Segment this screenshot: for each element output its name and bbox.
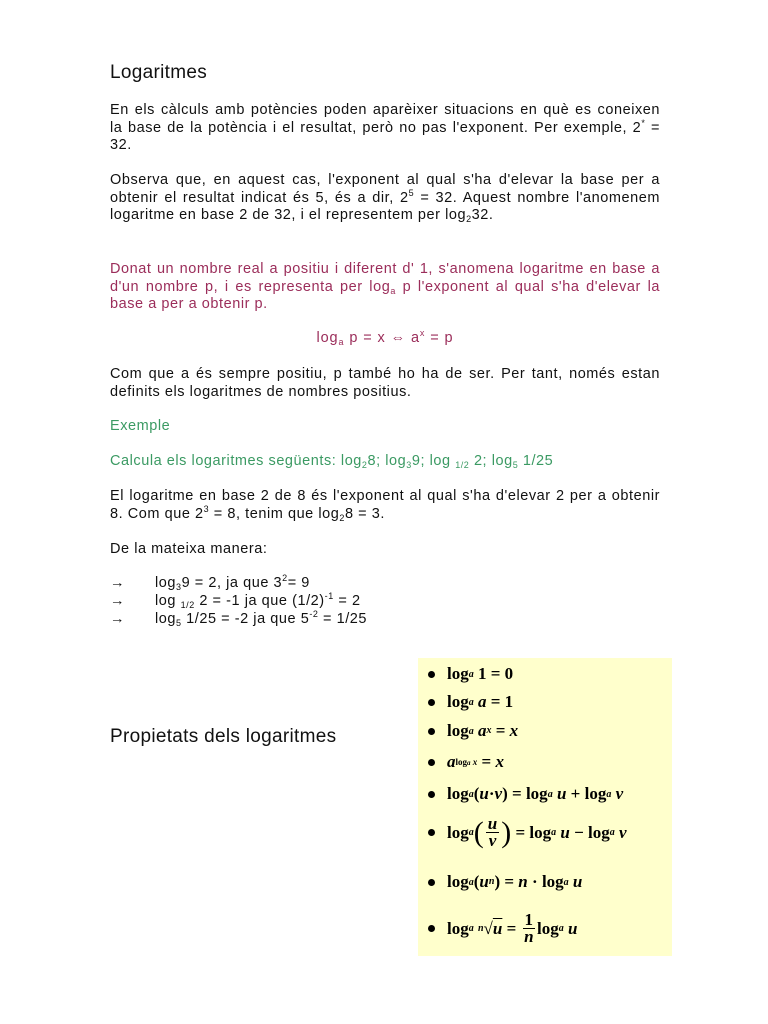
property-root: log a n √ u = $\frac{1}{n}$ log a u [428, 912, 578, 945]
observe-paragraph [110, 172, 660, 225]
p-eq: = [495, 721, 506, 740]
definition-text: Donat un nombre real a positiu i diferent d' 1, s'anomena logaritme en base a d'un nombre p, i es representa per log [110, 261, 660, 295]
arrow-icon: → [110, 575, 126, 591]
property-log-base [428, 692, 513, 712]
fraction-u-v [486, 816, 499, 849]
p-a: a [606, 788, 612, 800]
intro-text-end: = 32. [110, 119, 660, 153]
p-a: a [551, 827, 557, 838]
solution-sup: 3 [203, 503, 210, 514]
p-a: a [468, 696, 474, 708]
observe-sup: 5 [408, 187, 415, 198]
p-log: log [447, 784, 469, 803]
bullet-icon [428, 829, 435, 836]
r2a: log [155, 593, 181, 609]
p-n: n [518, 872, 528, 891]
task-t2: 8; log [367, 453, 407, 469]
intro-paragraph [110, 102, 660, 155]
p-a: a [563, 876, 569, 888]
property-base-power-log [428, 752, 504, 772]
fraction-1-n [523, 912, 536, 945]
p-one: 1 [504, 692, 514, 711]
result-row-3 [110, 611, 367, 628]
p-zero: 0 [504, 664, 514, 683]
task-t4: 2; log [469, 453, 513, 469]
formula-sup: x [419, 328, 426, 338]
p-open: ( [473, 872, 480, 891]
p-log: log [447, 664, 469, 683]
p-a: a [468, 923, 474, 934]
r2c: 2 = -1 ja que (1/2) [194, 593, 325, 609]
task-t5: 1/25 [518, 453, 554, 469]
p-eq: = [506, 918, 517, 938]
formula-right: = p [425, 330, 454, 346]
p-a-it: a [447, 752, 456, 771]
p-u: u [572, 872, 583, 891]
r3d: -2 [309, 609, 319, 619]
p-log: log [447, 822, 469, 842]
p-minus: − [574, 822, 584, 842]
p-close: ) [501, 815, 512, 849]
result-row-1 [110, 575, 310, 592]
task-s3: 1/2 [455, 460, 470, 470]
p-a: a [468, 788, 474, 800]
p-u: u [560, 822, 570, 842]
definition-text-end: p l'exponent al qual s'ha d'elevar la base a per a obtenir p. [110, 278, 660, 312]
p-x-small: x [472, 756, 478, 767]
p-x: x [495, 752, 504, 771]
same-way-text: De la mateixa manera: [110, 541, 268, 557]
p-u: u [479, 872, 489, 891]
arrow-icon: → [110, 593, 126, 609]
observe-text: Observa que, en aquest cas, l'exponent al qual s'ha d'elevar la base per a obtenir el resultat indicat és 5, és a dir, 2 [110, 172, 660, 206]
result-row-2 [110, 593, 361, 610]
bullet-icon [428, 791, 435, 798]
r1b: 3 [176, 582, 182, 592]
r2e: = 2 [333, 593, 361, 609]
p-log: log [537, 918, 559, 938]
bullet-icon [428, 728, 435, 735]
r3e: = 1/25 [318, 611, 368, 627]
p-log-sup [455, 756, 478, 767]
p-eq: = [512, 784, 522, 803]
observe-text-mid: = 32. Aquest nombre l'anomenem logaritme en base 2 de 32, i el representem per log [110, 189, 660, 223]
example-task [110, 453, 660, 471]
p-a: a [468, 725, 474, 737]
positive-note: Com que a és sempre positiu, p també ho ha de ser. Per tant, només estan definits els logaritmes de nombres positius. [110, 366, 660, 400]
definition-sub: a [390, 285, 396, 296]
p-eq: = [490, 664, 501, 683]
task-s1: 2 [361, 460, 368, 470]
p-log: log [447, 918, 469, 938]
r3c: 1/25 = -2 ja que 5 [181, 611, 310, 627]
p-a-it: a [477, 721, 487, 740]
bullet-icon [428, 671, 435, 678]
bullet-icon [428, 925, 435, 932]
property-product [428, 784, 623, 804]
solution-paragraph [110, 488, 660, 523]
p-open: ( [473, 784, 480, 803]
p-plus: + [570, 784, 581, 803]
solution-sub: 2 [339, 512, 345, 523]
bullet-icon [428, 759, 435, 766]
r1a: log [155, 575, 176, 591]
p-a: a [609, 827, 615, 838]
p-log: log [541, 872, 564, 891]
r1c: 9 = 2, ja que 3 [181, 575, 283, 591]
p-log: log [447, 872, 469, 891]
p-u: u [556, 784, 567, 803]
property-power: log a ( u n ) = n · log a u [428, 872, 582, 892]
p-a: a [547, 788, 553, 800]
solution-t2: = 8, tenim que log [209, 505, 340, 522]
p-one: 1 [524, 910, 534, 929]
p-v: v [619, 822, 627, 842]
p-u: u [487, 814, 498, 833]
p-a: a [468, 876, 474, 888]
p-u: u [479, 784, 489, 803]
properties-title: Propietats dels logaritmes [110, 726, 337, 747]
solution-t1: El logaritme en base 2 de 8 és l'exponent al qual s'ha d'elevar 2 per a obtenir 8. Com que 2 [110, 488, 660, 522]
task-s4: 5 [512, 460, 519, 470]
p-x: x [509, 721, 519, 740]
properties-box [418, 658, 672, 956]
p-v: v [615, 784, 624, 803]
p-log: log [529, 822, 552, 842]
p-log-small: log [455, 756, 468, 767]
definition-paragraph [110, 261, 660, 314]
p-a: a [468, 827, 474, 838]
p-one: 1 [477, 664, 487, 683]
p-log: log [525, 784, 548, 803]
r3b: 5 [176, 618, 182, 628]
p-eq: = [515, 822, 526, 842]
p-n: n [524, 927, 534, 946]
r2d: -1 [324, 591, 334, 601]
r3a: log [155, 611, 176, 627]
p-log: log [588, 822, 610, 842]
r1e: = 9 [287, 575, 310, 591]
r2b: 1/2 [180, 600, 195, 610]
formula-mid: p = x ⇔ a [344, 330, 420, 346]
p-close: ) [502, 784, 508, 803]
p-a-small: a [467, 758, 471, 767]
property-quotient [428, 816, 627, 849]
property-log-one [428, 664, 513, 684]
p-v: v [494, 784, 503, 803]
observe-sub: 2 [466, 214, 472, 224]
property-log-power-base: log a a x = x [428, 721, 518, 741]
p-v: v [488, 831, 497, 850]
radical-icon: √ [483, 918, 493, 938]
task-s2: 3 [406, 460, 412, 470]
r1d: 2 [282, 573, 288, 583]
page-title: Logaritmes [110, 62, 207, 83]
p-log: log [447, 692, 469, 711]
p-a: a [468, 668, 474, 680]
intro-sup: * [641, 117, 646, 128]
p-u: u [568, 918, 578, 938]
p-open: ( [473, 815, 484, 849]
p-eq: = [504, 872, 515, 891]
p-a: a [558, 923, 564, 934]
arrow-icon: → [110, 611, 126, 627]
p-log: log [584, 784, 607, 803]
bullet-icon [428, 699, 435, 706]
formula-log: log [316, 330, 339, 346]
p-eq: = [481, 752, 492, 771]
intro-text: En els càlculs amb potències poden aparèixer situacions en què es coneixen la base de la potència i el resultat, però no pas l'exponent. Per exemple, 2 [110, 102, 660, 136]
p-a-it: a [477, 692, 487, 711]
p-dot: · [532, 872, 538, 891]
example-label: Exemple [110, 418, 171, 434]
p-dot: · [488, 784, 495, 803]
observe-text-end: 32. [471, 207, 494, 223]
task-t3: 9; log [411, 453, 456, 469]
formula-sub: a [338, 337, 345, 347]
solution-t3: 8 = 3. [344, 505, 385, 522]
p-u: u [492, 918, 503, 938]
p-close: ) [494, 872, 501, 891]
task-t1: Calcula els logaritmes següents: log [110, 453, 362, 469]
p-eq: = [490, 692, 501, 711]
bullet-icon [428, 879, 435, 886]
p-log: log [447, 721, 469, 740]
log-definition-formula [110, 330, 660, 346]
